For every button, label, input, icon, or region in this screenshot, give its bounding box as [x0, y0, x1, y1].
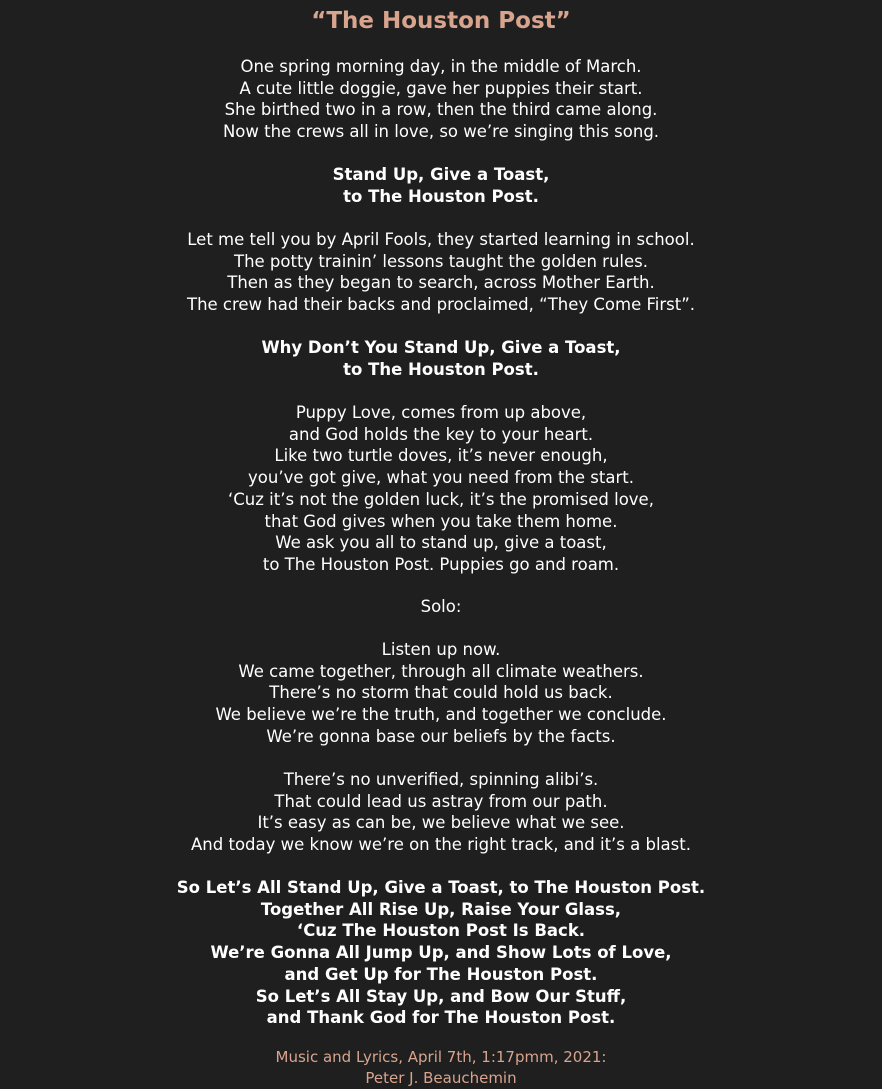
lyric-line: We’re Gonna All Jump Up, and Show Lots of Love, [210, 943, 672, 963]
lyric-line: Why Don’t You Stand Up, Give a Toast, [261, 338, 621, 357]
lyric-line: Listen up now. [381, 640, 501, 659]
lyric-line: you’ve got give, what you need from the start. [248, 468, 634, 488]
lyric-line: that God gives when you take them home. [264, 511, 618, 531]
lyric-line: to The Houston Post. [343, 186, 539, 206]
verse-2 [0, 229, 882, 316]
solo-verse-1 [0, 639, 882, 748]
lyric-line: and God holds the key to your heart. [288, 424, 594, 444]
lyric-line: Now the crews all in love, so we’re singing this song. [222, 122, 660, 142]
lyric-line: We came together, through all climate weathers. [238, 661, 644, 681]
lyric-line: She birthed two in a row, then the third came along. [224, 100, 658, 120]
lyric-line: Let me tell you by April Fools, they started learning in school. [187, 230, 695, 249]
lyric-line: ‘Cuz The Houston Post Is Back. [296, 921, 586, 941]
credit-line: Music and Lyrics, April 7th, 1:17pmm, 2021: [275, 1048, 607, 1066]
lyric-line: The potty trainin’ lessons taught the golden rules. [233, 251, 648, 271]
lyric-line: Puppy Love, comes from up above, [295, 403, 587, 422]
chorus-2 [0, 337, 882, 380]
lyric-line: One spring morning day, in the middle of March. [240, 57, 642, 76]
lyric-line: There’s no storm that could hold us back. [269, 683, 613, 703]
lyric-line: and Thank God for The Houston Post. [266, 1008, 616, 1028]
song-credit [0, 1047, 882, 1089]
lyric-line: There’s no unverified, spinning alibi’s. [283, 770, 599, 789]
lyric-line: We ask you all to stand up, give a toast, [275, 533, 607, 553]
solo-verse-2 [0, 769, 882, 856]
solo-label [0, 596, 882, 618]
lyric-line: It’s easy as can be, we believe what we see. [257, 813, 625, 833]
lyric-line: Together All Rise Up, Raise Your Glass, [260, 899, 622, 919]
lyric-line: We’re gonna base our beliefs by the facts. [266, 726, 616, 746]
lyric-line: So Let’s All Stay Up, and Bow Our Stuff, [255, 986, 627, 1006]
lyric-line: That could lead us astray from our path. [274, 791, 608, 811]
lyric-line: The crew had their backs and proclaimed, “They Come First”. [186, 295, 695, 315]
bridge [0, 402, 882, 576]
chorus-1 [0, 164, 882, 207]
lyric-line: We believe we’re the truth, and together we conclude. [215, 705, 667, 725]
lyric-line: and Get Up for The Houston Post. [284, 964, 598, 984]
lyric-line: Then as they began to search, across Mother Earth. [227, 273, 655, 293]
lyric-line: And today we know we’re on the right track, and it’s a blast. [191, 835, 691, 855]
lyric-line: to The Houston Post. Puppies go and roam. [262, 554, 620, 574]
song-title: “The Houston Post” [311, 8, 571, 34]
lyric-line: So Let’s All Stand Up, Give a Toast, to The Houston Post. [176, 878, 706, 897]
finale-chorus [0, 877, 882, 1029]
lyric-line: A cute little doggie, gave her puppies their start. [239, 78, 643, 98]
lyric-line: ‘Cuz it’s not the golden luck, it’s the promised love, [228, 489, 654, 509]
lyric-line: Solo: [420, 597, 462, 616]
credit-author: Peter J. Beauchemin [365, 1069, 517, 1087]
lyric-line: Stand Up, Give a Toast, [332, 165, 550, 184]
lyric-line: Like two turtle doves, it’s never enough, [274, 446, 608, 466]
verse-1 [0, 56, 882, 143]
lyric-line: to The Houston Post. [343, 359, 539, 379]
